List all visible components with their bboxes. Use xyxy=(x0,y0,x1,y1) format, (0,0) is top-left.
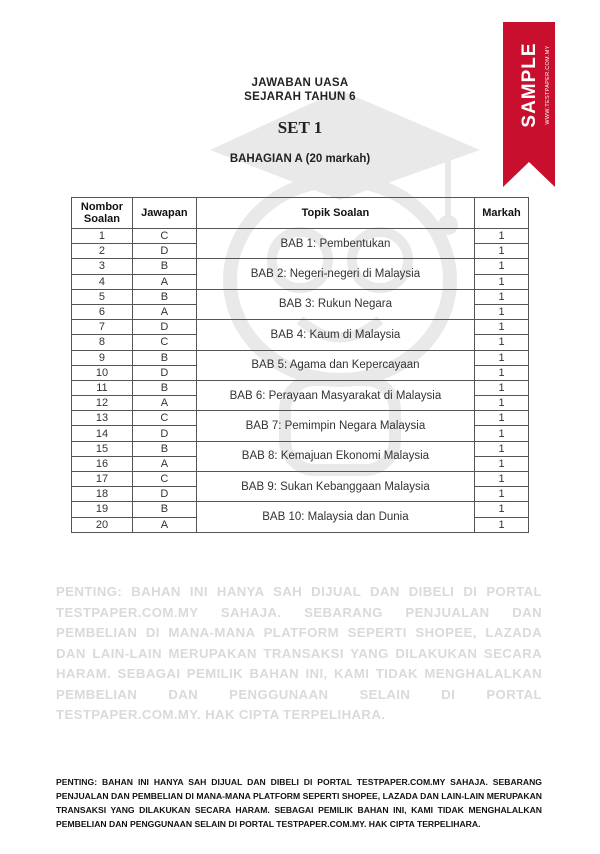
question-number-cell: 5 xyxy=(72,289,133,304)
answer-cell: D xyxy=(132,426,196,441)
question-number-cell: 9 xyxy=(72,350,133,365)
answer-cell: A xyxy=(132,396,196,411)
question-number-cell: 17 xyxy=(72,472,133,487)
question-number-cell: 12 xyxy=(72,396,133,411)
topic-cell: BAB 4: Kaum di Malaysia xyxy=(196,320,474,350)
mark-cell: 1 xyxy=(475,380,529,395)
question-number-cell: 4 xyxy=(72,274,133,289)
watermark-notice: PENTING: BAHAN INI HANYA SAH DIJUAL DAN DIBELI DI PORTAL TESTPAPER.COM.MY SAHAJA. SEBARANG PENJUALAN DAN PEMBELIAN DI MANA-MANA PLATFORM SEPERTI SHOPEE, LAZADA DAN LAIN-LAIN MERUPAKAN TRANSAKSI YANG DILAKUKAN SECARA HARAM. SEBAGAI PEMILIK BAHAN INI, KAMI TIDAK MENGHALALKAN PEMBELIAN DAN PENGGUNAAN SELAIN DI PORTAL TESTPAPER.COM.MY. HAK CIPTA TERPELIHARA. xyxy=(56,584,542,722)
mark-cell: 1 xyxy=(475,289,529,304)
mark-cell: 1 xyxy=(475,411,529,426)
question-number-cell: 19 xyxy=(72,502,133,517)
mark-cell: 1 xyxy=(475,274,529,289)
table-row xyxy=(72,411,529,426)
question-number-cell: 8 xyxy=(72,335,133,350)
topic-cell: BAB 7: Pemimpin Negara Malaysia xyxy=(196,411,474,441)
header-jawapan: Jawapan xyxy=(132,198,196,229)
table-row xyxy=(72,289,529,304)
topic-cell: BAB 10: Malaysia dan Dunia xyxy=(196,502,474,532)
mark-cell: 1 xyxy=(475,456,529,471)
question-number-cell: 11 xyxy=(72,380,133,395)
mark-cell: 1 xyxy=(475,517,529,532)
mark-cell: 1 xyxy=(475,350,529,365)
question-number-cell: 16 xyxy=(72,456,133,471)
topic-cell: BAB 1: Pembentukan xyxy=(196,229,474,259)
answer-table xyxy=(71,197,529,533)
table-row xyxy=(72,350,529,365)
mark-cell: 1 xyxy=(475,396,529,411)
answer-cell: D xyxy=(132,487,196,502)
answer-cell: B xyxy=(132,502,196,517)
topic-cell: BAB 5: Agama dan Kepercayaan xyxy=(196,350,474,380)
mark-cell: 1 xyxy=(475,320,529,335)
question-number-cell: 18 xyxy=(72,487,133,502)
table-row xyxy=(72,380,529,395)
topic-cell: BAB 3: Rukun Negara xyxy=(196,289,474,319)
answer-cell: B xyxy=(132,380,196,395)
question-number-cell: 6 xyxy=(72,304,133,319)
answer-cell: C xyxy=(132,411,196,426)
question-number-cell: 3 xyxy=(72,259,133,274)
table-row xyxy=(72,502,529,517)
question-number-cell: 1 xyxy=(72,229,133,244)
question-number-cell: 13 xyxy=(72,411,133,426)
mark-cell: 1 xyxy=(475,365,529,380)
question-number-cell: 15 xyxy=(72,441,133,456)
mark-cell: 1 xyxy=(475,502,529,517)
answer-cell: A xyxy=(132,304,196,319)
question-number-cell: 10 xyxy=(72,365,133,380)
answer-cell: C xyxy=(132,472,196,487)
ribbon-url: WWW.TESTPAPER.COM.MY xyxy=(545,45,551,125)
table-row xyxy=(72,472,529,487)
answer-cell: C xyxy=(132,229,196,244)
document-subtitle: SEJARAH TAHUN 6 xyxy=(244,91,356,103)
table-header-row xyxy=(72,198,529,229)
answer-table-body xyxy=(72,229,529,533)
question-number-cell: 2 xyxy=(72,244,133,259)
mark-cell: 1 xyxy=(475,335,529,350)
table-row xyxy=(72,229,529,244)
question-number-cell: 14 xyxy=(72,426,133,441)
table-row xyxy=(72,320,529,335)
section-heading: BAHAGIAN A (20 markah) xyxy=(229,153,371,165)
mark-cell: 1 xyxy=(475,259,529,274)
mark-cell: 1 xyxy=(475,244,529,259)
answer-cell: D xyxy=(132,365,196,380)
topic-cell: BAB 8: Kemajuan Ekonomi Malaysia xyxy=(196,441,474,471)
answer-cell: A xyxy=(132,517,196,532)
answer-cell: D xyxy=(132,320,196,335)
mark-cell: 1 xyxy=(475,472,529,487)
table-row xyxy=(72,441,529,456)
table-row xyxy=(72,259,529,274)
header-nombor-soalan: Nombor Soalan xyxy=(72,198,133,229)
question-number-cell: 7 xyxy=(72,320,133,335)
answer-cell: A xyxy=(132,274,196,289)
document-title: JAWABAN UASA xyxy=(251,77,349,89)
mark-cell: 1 xyxy=(475,426,529,441)
mark-cell: 1 xyxy=(475,441,529,456)
answer-cell: B xyxy=(132,289,196,304)
header-topik-soalan: Topik Soalan xyxy=(196,198,474,229)
copyright-notice: PENTING: BAHAN INI HANYA SAH DIJUAL DAN DIBELI DI PORTAL TESTPAPER.COM.MY SAHAJA. SEBARANG PENJUALAN DAN PEMBELIAN DI MANA-MANA PLATFORM SEPERTI SHOPEE, LAZADA DAN LAIN-LAIN MERUPAKAN TRANSAKSI YANG DILAKUKAN SECARA HARAM. SEBAGAI PEMILIK BAHAN INI, KAMI TIDAK MENGHALALKAN PEMBELIAN DAN PENGGUNAAN SELAIN DI PORTAL TESTPAPER.COM.MY. HAK CIPTA TERPELIHARA. xyxy=(56,777,542,829)
set-heading: SET 1 xyxy=(277,118,323,137)
ribbon-label: SAMPLE xyxy=(519,42,540,128)
topic-cell: BAB 2: Negeri-negeri di Malaysia xyxy=(196,259,474,289)
answer-cell: A xyxy=(132,456,196,471)
answer-cell: D xyxy=(132,244,196,259)
ribbon-label-wrap xyxy=(506,32,552,152)
mark-cell: 1 xyxy=(475,229,529,244)
mark-cell: 1 xyxy=(475,304,529,319)
answer-cell: C xyxy=(132,335,196,350)
mark-cell: 1 xyxy=(475,487,529,502)
header-markah: Markah xyxy=(475,198,529,229)
question-number-cell: 20 xyxy=(72,517,133,532)
topic-cell: BAB 9: Sukan Kebanggaan Malaysia xyxy=(196,472,474,502)
answer-cell: B xyxy=(132,441,196,456)
topic-cell: BAB 6: Perayaan Masyarakat di Malaysia xyxy=(196,380,474,410)
answer-cell: B xyxy=(132,259,196,274)
answer-cell: B xyxy=(132,350,196,365)
